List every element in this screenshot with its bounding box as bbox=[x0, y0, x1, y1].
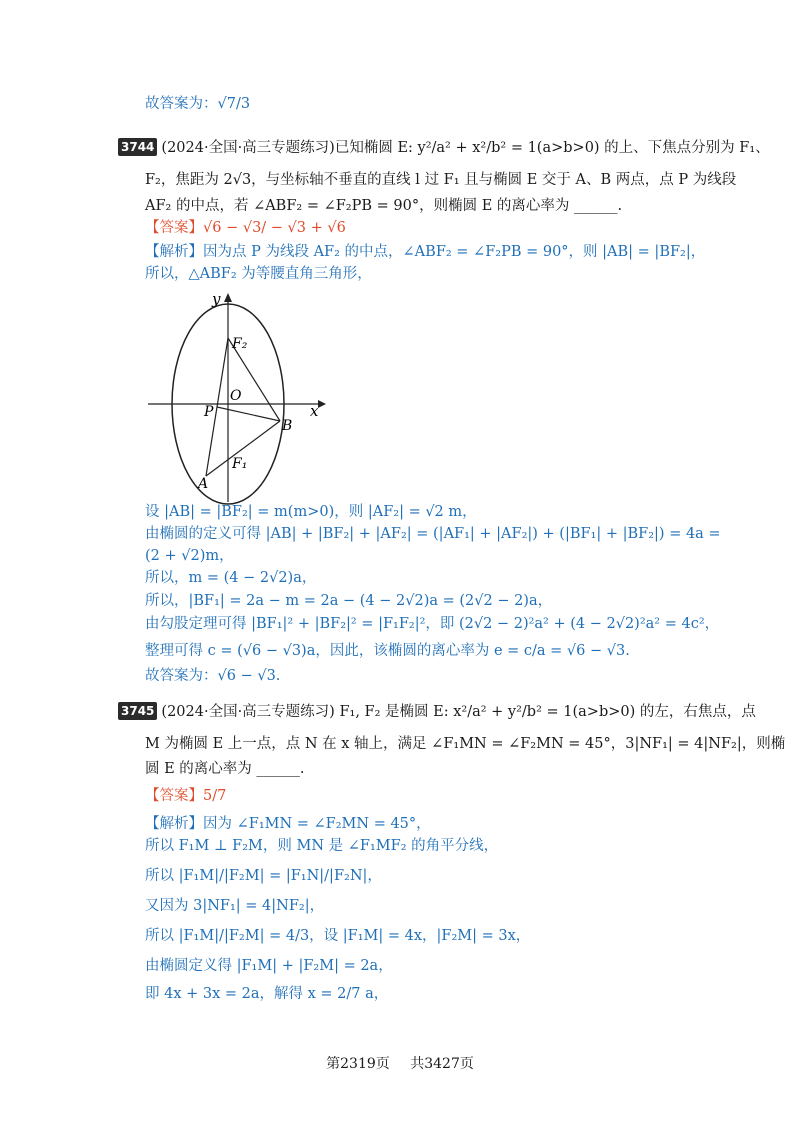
line-text: F₂，焦距为 2√3，与坐标轴不垂直的直线 l 过 F₁ 且与椭圆 E 交于 A、B 两点，点 P 为线段 bbox=[145, 172, 737, 188]
text-line bbox=[145, 984, 388, 1004]
text-line bbox=[145, 94, 250, 114]
text-line bbox=[118, 702, 756, 722]
text-line bbox=[145, 546, 234, 566]
page-number: 第2319页 bbox=[326, 1056, 390, 1072]
line-text: 所以 |F₁M|/|F₂M| = |F₁N|/|F₂N|， bbox=[145, 868, 382, 884]
text-line bbox=[145, 641, 630, 661]
segment-PB bbox=[217, 407, 280, 421]
problem-number: 3744 bbox=[118, 138, 157, 156]
label-x: x bbox=[310, 402, 319, 420]
text-line bbox=[145, 836, 498, 856]
text-line bbox=[145, 218, 346, 238]
label-F2: F₂ bbox=[232, 336, 248, 352]
line-text: 故答案为：√6 − √3. bbox=[145, 668, 281, 684]
label-y: y bbox=[212, 290, 221, 308]
line-text: 整理可得 c = (√6 − √3)a，因此，该椭圆的离心率为 e = c/a = √6 − √3. bbox=[145, 643, 630, 659]
text-line bbox=[145, 196, 622, 216]
line-text: 所以，|BF₁| = 2a − m = 2a − (4 − 2√2)a = (2√2 − 2)a， bbox=[145, 593, 553, 609]
text-line bbox=[145, 956, 393, 976]
x-axis-arrow bbox=[318, 400, 326, 408]
text-line bbox=[145, 786, 226, 806]
text-line bbox=[145, 759, 305, 779]
text-line bbox=[145, 896, 324, 916]
line-text: (2024·全国·高三专题练习)已知椭圆 E: y²/a² + x²/b² = 1(a>b>0) 的上、下焦点分别为 F₁、 bbox=[161, 140, 770, 156]
text-line bbox=[145, 666, 280, 686]
line-text: M 为椭圆 E 上一点，点 N 在 x 轴上，满足 ∠F₁MN = ∠F₂MN = 45°，3|NF₁| = 4|NF₂|，则椭 bbox=[145, 736, 786, 752]
line-text: 所以 F₁M ⊥ F₂M，则 MN 是 ∠F₁MF₂ 的角平分线， bbox=[145, 838, 499, 854]
text-line bbox=[145, 591, 552, 611]
line-text: 由椭圆的定义可得 |AB| + |BF₂| + |AF₂| = (|AF₁| + |AF₂|) + (|BF₁| + |BF₂|) = 4a = bbox=[145, 526, 721, 542]
line-text: 【答案】√6 − √3/ − √3 + √6 bbox=[145, 220, 346, 236]
label-B: B bbox=[282, 418, 293, 434]
line-text: 故答案为：√7/3 bbox=[145, 96, 251, 112]
line-text: 由勾股定理可得 |BF₁|² + |BF₂|² = |F₁F₂|²，即 (2√2 − 2)²a² + (4 − 2√2)²a² = 4c²， bbox=[145, 616, 720, 632]
label-A: A bbox=[198, 476, 209, 492]
text-line bbox=[145, 814, 431, 834]
line-text: 所以，m = (4 − 2√2)a， bbox=[145, 570, 317, 586]
text-line bbox=[145, 524, 721, 544]
label-O: O bbox=[230, 388, 242, 404]
text-line bbox=[145, 734, 785, 754]
text-line bbox=[118, 138, 770, 158]
y-axis-arrow bbox=[224, 293, 232, 302]
text-line bbox=[145, 926, 530, 946]
problem-number: 3745 bbox=[118, 702, 157, 720]
line-text: 设 |AB| = |BF₂| = m(m>0)，则 |AF₂| = √2 m， bbox=[145, 504, 477, 520]
line-text: AF₂ 的中点，若 ∠ABF₂ = ∠F₂PB = 90°，则椭圆 E 的离心率为 ______. bbox=[145, 198, 623, 214]
line-text: 【解析】因为 ∠F₁MN = ∠F₂MN = 45°， bbox=[145, 816, 431, 832]
text-line bbox=[145, 170, 736, 190]
page-total: 共3427页 bbox=[410, 1056, 474, 1072]
line-text: 所以 |F₁M|/|F₂M| = 4/3，设 |F₁M| = 4x，|F₂M| = 3x， bbox=[145, 928, 531, 944]
ellipse-figure bbox=[140, 288, 340, 508]
page-footer bbox=[0, 1053, 800, 1073]
line-text: 又因为 3|NF₁| = 4|NF₂|， bbox=[145, 898, 325, 914]
line-text: 由椭圆定义得 |F₁M| + |F₂M| = 2a， bbox=[145, 958, 393, 974]
label-F1: F₁ bbox=[232, 456, 248, 472]
text-line bbox=[145, 568, 316, 588]
text-line bbox=[145, 242, 705, 262]
text-line bbox=[145, 866, 382, 886]
text-line bbox=[145, 264, 372, 284]
line-text: 圆 E 的离心率为 ______. bbox=[145, 761, 305, 777]
line-text: 所以，△ABF₂ 为等腰直角三角形， bbox=[145, 266, 372, 282]
label-P: P bbox=[204, 404, 214, 420]
line-text: 【解析】因为点 P 为线段 AF₂ 的中点，∠ABF₂ = ∠F₂PB = 90°，则 |AB| = |BF₂|， bbox=[145, 244, 706, 260]
line-text: 【答案】5/7 bbox=[145, 788, 227, 804]
line-text: 即 4x + 3x = 2a，解得 x = 2/7 a， bbox=[145, 986, 389, 1002]
line-text: (2 + √2)m， bbox=[145, 548, 234, 564]
line-text: (2024·全国·高三专题练习) F₁, F₂ 是椭圆 E: x²/a² + y²/b² = 1(a>b>0) 的左，右焦点，点 bbox=[161, 704, 756, 720]
text-line bbox=[145, 614, 719, 634]
